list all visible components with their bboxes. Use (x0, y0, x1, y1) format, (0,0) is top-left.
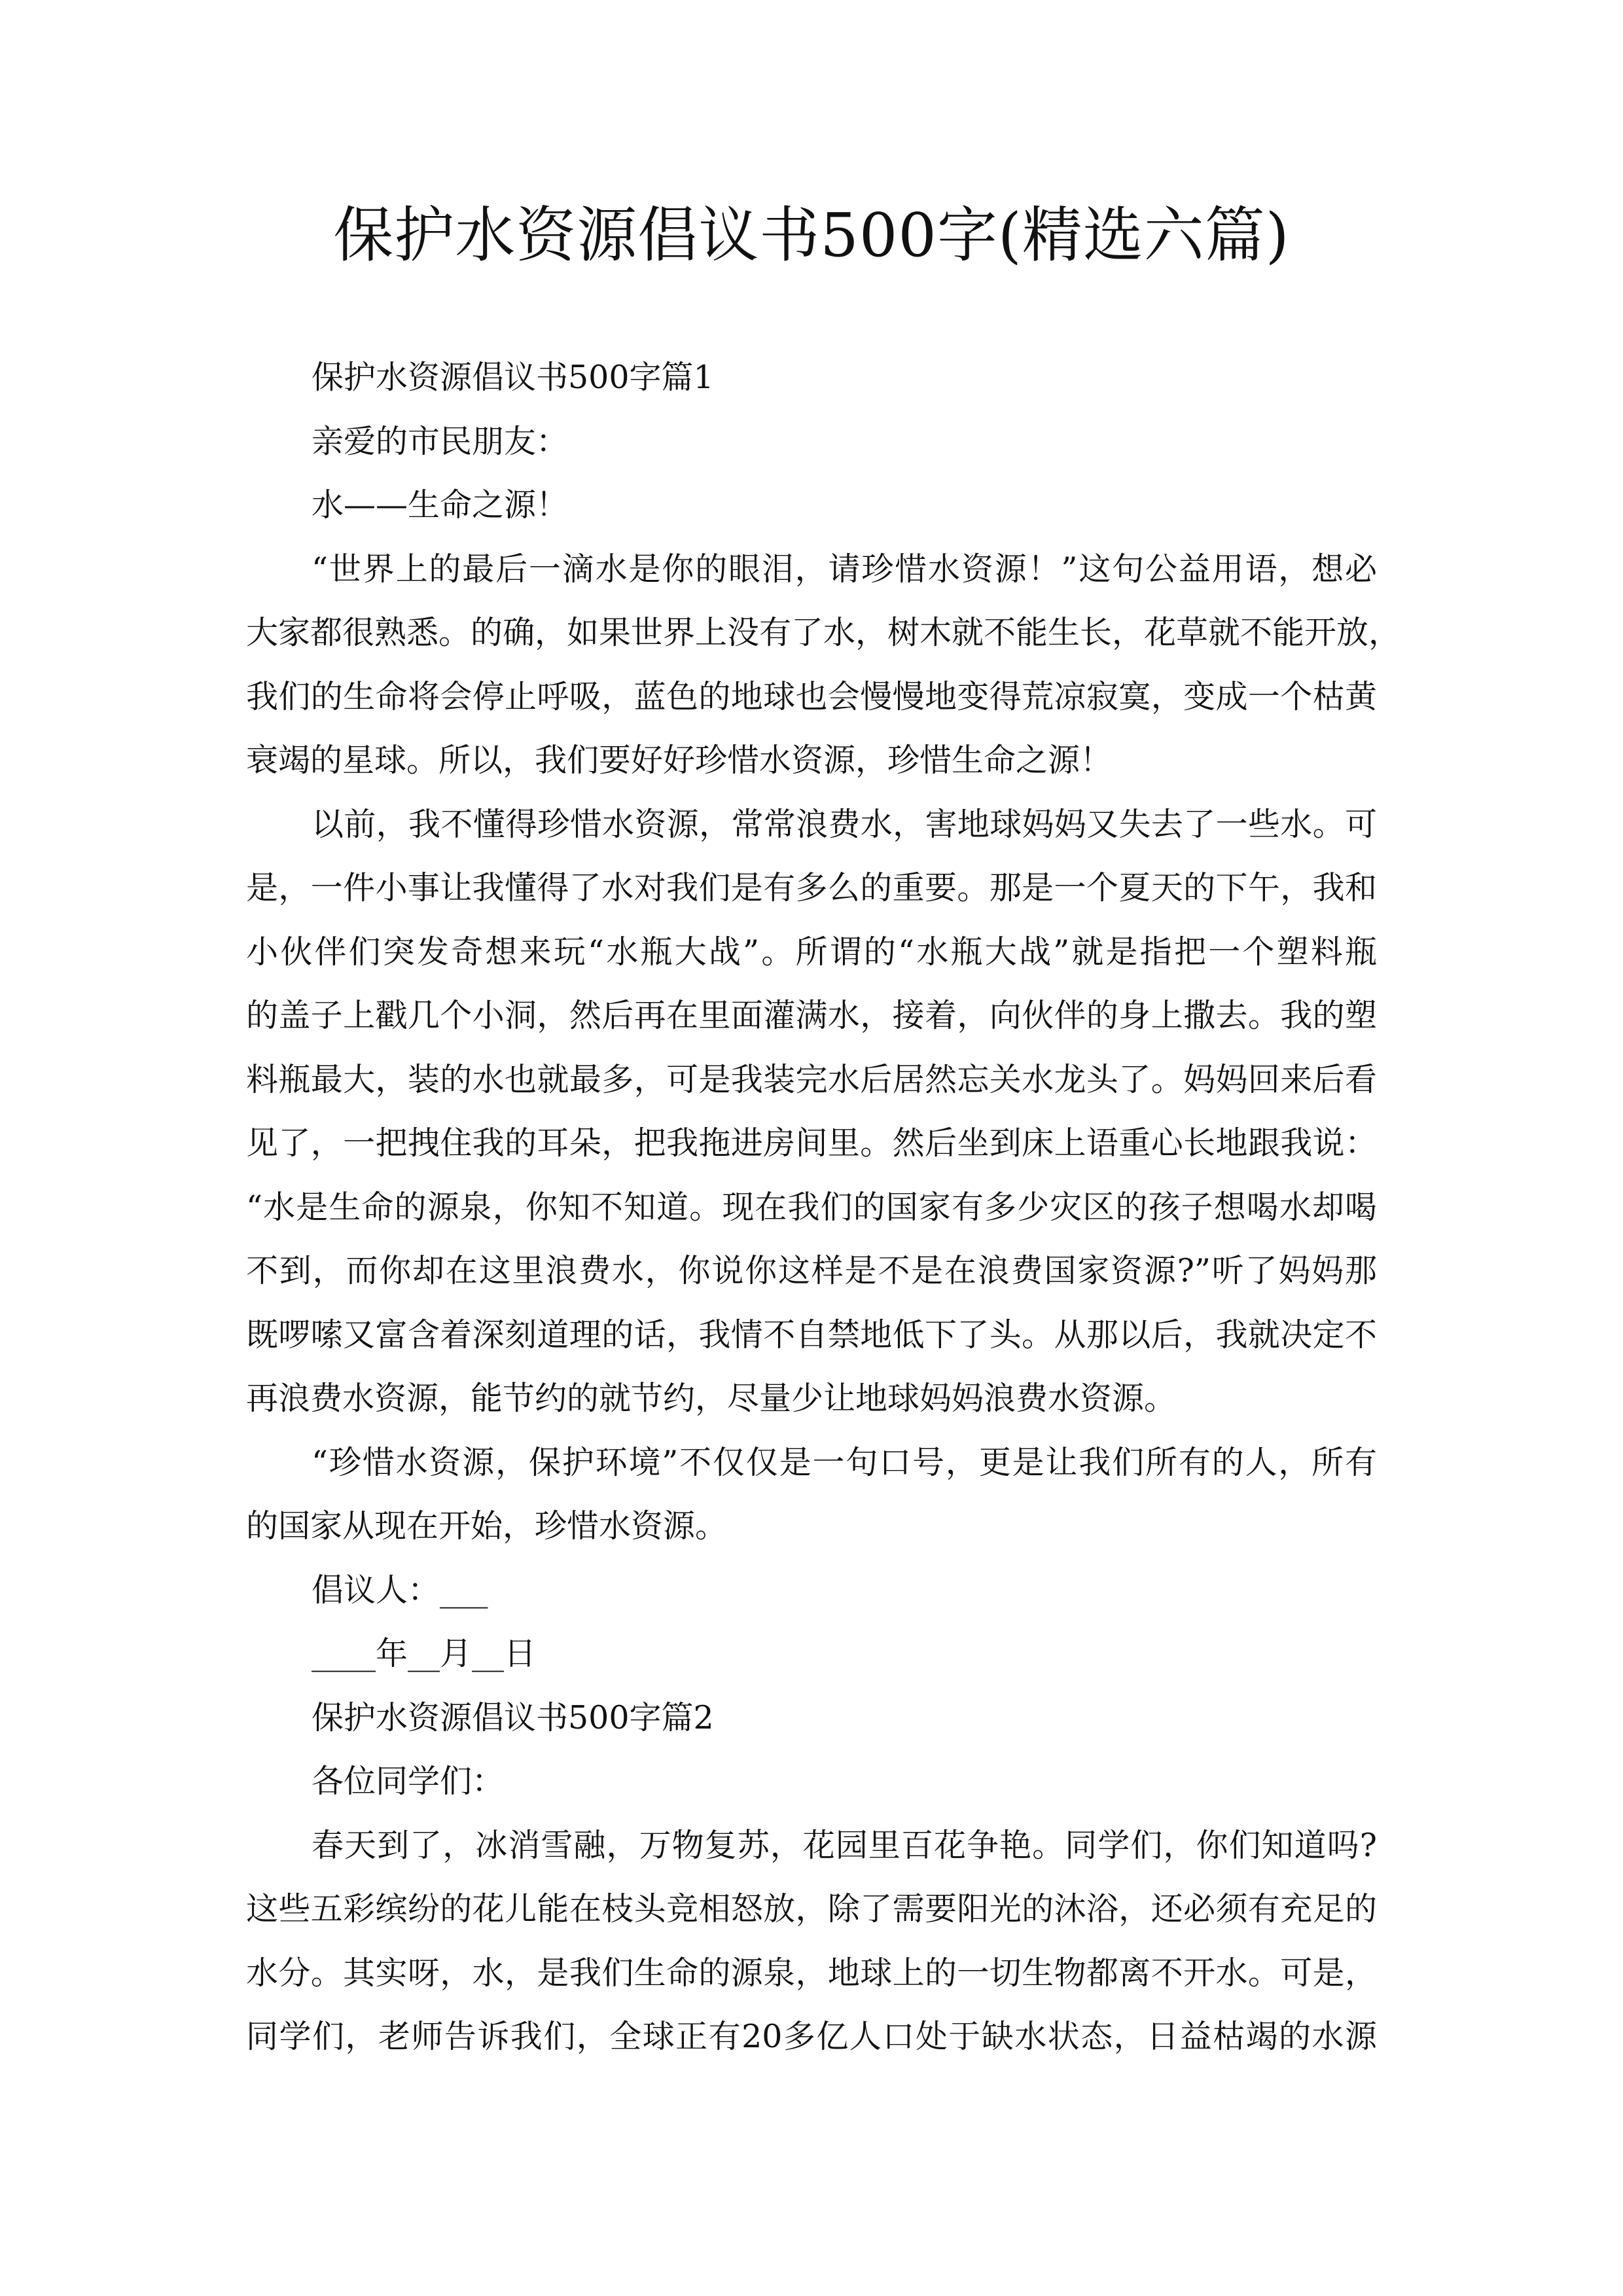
text-line: 我们的生命将会停止呼吸，蓝色的地球也会慢慢地变得荒凉寂寞，变成一个枯黄 (246, 677, 1377, 715)
text-line: 水分。其实呀，水，是我们生命的源泉，地球上的一切生物都离不开水。可是， (246, 1954, 1377, 1992)
text-line: 不到，而你却在这里浪费水，你说你这样是不是在浪费国家资源?”听了妈妈那 (246, 1252, 1377, 1289)
text-line: 这些五彩缤纷的花儿能在枝头竞相怒放，除了需要阳光的沐浴，还必须有充足的 (246, 1890, 1377, 1928)
text-line: 既啰嗦又富含着深刻道理的话，我情不自禁地低下了头。从那以后，我就决定不 (246, 1316, 1377, 1354)
text-line: 的国家从现在开始，珍惜水资源。 (246, 1507, 728, 1545)
text-line: 保护水资源倡议书500字篇2 (312, 1698, 714, 1736)
text-line: 见了，一把拽住我的耳朵，把我拖进房间里。然后坐到床上语重心长地跟我说： (246, 1124, 1377, 1162)
text-line: “水是生命的源泉，你知不知道。现在我们的国家有多少灾区的孩子想喝水却喝 (246, 1188, 1377, 1226)
text-line: 各位同学们： (312, 1763, 505, 1800)
text-line: 以前，我不懂得珍惜水资源，常常浪费水，害地球妈妈又失去了一些水。可 (312, 805, 1377, 843)
text-line: 保护水资源倡议书500字篇1 (312, 359, 714, 396)
text-line: 亲爱的市民朋友： (312, 422, 569, 460)
text-line: 再浪费水资源，能节约的就节约，尽量少让地球妈妈浪费水资源。 (246, 1380, 1177, 1417)
text-line: 倡议人：___ (312, 1571, 488, 1609)
text-line: 水——生命之源！ (312, 486, 569, 524)
text-line: ____年__月__日 (312, 1635, 537, 1672)
text-line: 大家都很熟悉。的确，如果世界上没有了水，树木就不能生长，花草就不能开放， (246, 614, 1401, 651)
text-line: 料瓶最大，装的水也就最多，可是我装完水后居然忘关水龙头了。妈妈回来后看 (246, 1060, 1377, 1098)
text-line: 衰竭的星球。所以，我们要好好珍惜水资源，珍惜生命之源！ (246, 742, 1113, 779)
document-title: 保护水资源倡议书500字(精选六篇) (333, 200, 1290, 270)
text-line: “珍惜水资源，保护环境”不仅仅是一句口号，更是让我们所有的人，所有 (312, 1443, 1377, 1481)
document-body (246, 346, 1401, 2069)
text-line: 小伙伴们突发奇想来玩“水瓶大战”。所谓的“水瓶大战”就是指把一个塑料瓶 (246, 933, 1377, 971)
text-line: 的盖子上戳几个小洞，然后再在里面灌满水，接着，向伙伴的身上撒去。我的塑 (246, 997, 1377, 1034)
text-line: 春天到了，冰消雪融，万物复苏，花园里百花争艳。同学们，你们知道吗? (312, 1826, 1377, 1864)
text-line: 同学们，老师告诉我们，全球正有20多亿人口处于缺水状态，日益枯竭的水源 (246, 2018, 1377, 2055)
text-line: 是，一件小事让我懂得了水对我们是有多么的重要。那是一个夏天的下午，我和 (246, 869, 1377, 906)
text-line: “世界上的最后一滴水是你的眼泪，请珍惜水资源！”这句公益用语，想必 (312, 550, 1377, 588)
